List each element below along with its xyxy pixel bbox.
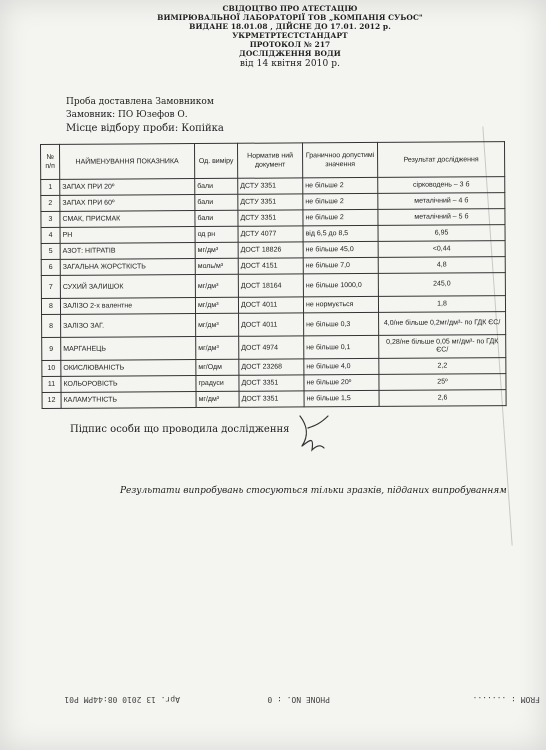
row-result: 4,8 [378,257,505,274]
header-line-1: СВІДОЦТВО ПРО АТЕСТАЦІЮ [222,4,358,13]
row-unit: мг/дм³ [196,391,239,407]
row-limit: не більше 2 [303,177,378,193]
row-unit: мг/дм³ [196,336,239,359]
row-unit: моль/м³ [195,258,238,274]
header-line-3: ВИДАНЕ 18.01.08 , ДІЙСНЕ ДО 17.01. 2012 р. [189,22,391,32]
row-doc: ДОСТ 4011 [238,297,303,313]
header-line-2: ВИМІРЮВАЛЬНОЇ ЛАБОРАТОРІЇ ТОВ „КОМПАНІЯ СУЬОС" [157,13,423,23]
row-result: 2,6 [379,390,506,407]
handwritten-signature [280,406,340,466]
row-result: 245,0 [378,273,505,297]
row-num: 6 [41,259,60,275]
row-limit: не більше 1000,0 [303,273,378,296]
row-doc: ДОСТ 3351 [239,391,304,407]
row-limit: не більше 2 [303,193,378,209]
col-header-num: № п/п [41,144,60,179]
row-doc: ДОСТ 4974 [239,336,304,359]
row-limit: від 6,5 до 8,5 [303,225,378,241]
customer: Замовник: ПО Юзефов О. [66,110,188,120]
row-name: СМАК, ПРИСМАК [60,211,195,228]
row-name: РН [60,227,195,244]
results-table [40,141,507,409]
fax-from: FROM : ....... [472,695,540,704]
row-num: 2 [41,195,60,211]
table-header-row [41,142,505,180]
row-num: 8 [41,298,60,314]
row-result: 25º [379,374,506,391]
row-name: ЗАЛІЗО 2-х валентне [60,298,195,315]
row-limit: не більше 0,3 [304,312,379,335]
document-header [140,4,440,70]
header-line-6: ДОСЛІДЖЕННЯ ВОДИ [239,49,341,59]
sampling-location: Місце відбору проби: Копійка [66,123,224,134]
col-header-result: Результат дослідження [377,142,504,178]
row-doc: ДСТУ 3351 [238,194,303,210]
col-header-doc: Норматив ний документ [237,143,302,178]
row-num: 3 [41,211,60,227]
row-name: АЗОТ: НІТРАТІВ [60,243,195,260]
table-row [42,312,506,338]
row-num: 10 [42,360,61,376]
row-name: ЗАПАХ ПРИ 60º [60,195,195,212]
row-doc: ДОСТ 18164 [238,274,303,297]
row-unit: бали [195,210,238,226]
row-limit: не більше 20º [304,374,379,390]
row-unit: мг/дм³ [195,297,238,313]
row-unit: бали [195,194,238,210]
signature-label: Підпис особи що проводила дослідження [70,424,290,435]
header-line-5: ПРОТОКОЛ № 217 [249,40,331,50]
sample-delivery: Проба доставлена Замовником [66,97,214,107]
row-num: 9 [42,337,61,360]
row-result: 2,2 [379,358,506,375]
row-name: КАЛАМУТНІСТЬ [61,392,196,409]
disclaimer-text: Результати випробувань стосуються тільки зразків, підданих випробуванням [120,486,507,496]
row-num: 12 [42,392,61,408]
row-num: 4 [41,227,60,243]
row-num: 8 [42,314,61,337]
table-row [42,390,506,409]
sample-info [66,96,224,135]
row-doc: ДОСТ 18826 [238,242,303,258]
row-unit: градуси [196,375,239,391]
row-name: ЗАЛІЗО ЗАГ. [61,314,196,338]
row-result: металічний – 4 б [378,193,505,210]
row-unit: мг/дм³ [195,274,238,297]
table-row [41,273,505,299]
row-doc: ДСТУ 3351 [238,210,303,226]
row-name: ЗАПАХ ПРИ 20º [60,179,195,196]
row-doc: ДОСТ 4011 [239,313,304,336]
row-doc: ДОСТ 4151 [238,258,303,274]
row-num: 11 [42,376,61,392]
header-line-4: УКРМЕТРТЕСТСТАНДАРТ [232,31,348,41]
row-limit: не більше 0,1 [304,335,379,358]
row-result: 6,95 [378,225,505,242]
row-num: 5 [41,243,60,259]
col-header-limit: Граничноо допустимі значення [302,142,377,177]
row-name: ОКИСЛЮВАНІСТЬ [61,360,196,377]
row-limit: не більше 4,0 [304,358,379,374]
row-unit: мг/дм³ [196,313,239,336]
row-result: 0,28/не більше 0,05 мг/дм³- по ГДК ЄС/ [379,335,506,359]
row-num: 7 [41,275,60,298]
row-name: МАРГАНЕЦЬ [61,337,196,361]
row-result: <0,44 [378,241,505,258]
row-result: 1,8 [378,296,505,313]
row-num: 1 [41,179,60,195]
row-doc: ДСТУ 3351 [238,178,303,194]
row-doc: ДОСТ 3351 [239,375,304,391]
fax-phone: PHONE NO. : 0 [267,695,330,704]
row-limit: не більше 45,0 [303,241,378,257]
row-result: металічний – 5 б [378,209,505,226]
row-doc: ДСТУ 4077 [238,226,303,242]
col-header-name: НАЙМЕНУВАННЯ ПОКАЗНИКА [60,144,195,180]
row-result: 4,0/не більше 0,2мг/дм³- по ГДК ЄС/ [379,312,506,336]
row-unit: мг/Одм [196,359,239,375]
row-limit: не більше 1,5 [304,390,379,406]
fax-date: Apr. 13 2010 08:44PM P01 [64,695,180,704]
row-doc: ДОСТ 23268 [239,359,304,375]
col-header-unit: Од. виміру [195,143,238,178]
row-limit: не нормується [303,296,378,312]
row-limit: не більше 2 [303,209,378,225]
fax-header [20,690,540,708]
row-unit: бали [195,178,238,194]
row-name: ЗАГАЛЬНА ЖОРСТКІСТЬ [60,259,195,276]
row-name: КОЛЬОРОВІСТЬ [61,376,196,393]
row-unit: од рн [195,226,238,242]
table-row [42,335,506,361]
row-name: СУХИЙ ЗАЛИШОК [60,275,195,299]
row-unit: мг/дм³ [195,242,238,258]
protocol-date: від 14 квітня 2010 р. [239,58,341,69]
row-limit: не більше 7,0 [303,257,378,273]
row-result: сірководень – 3 б [378,177,505,194]
